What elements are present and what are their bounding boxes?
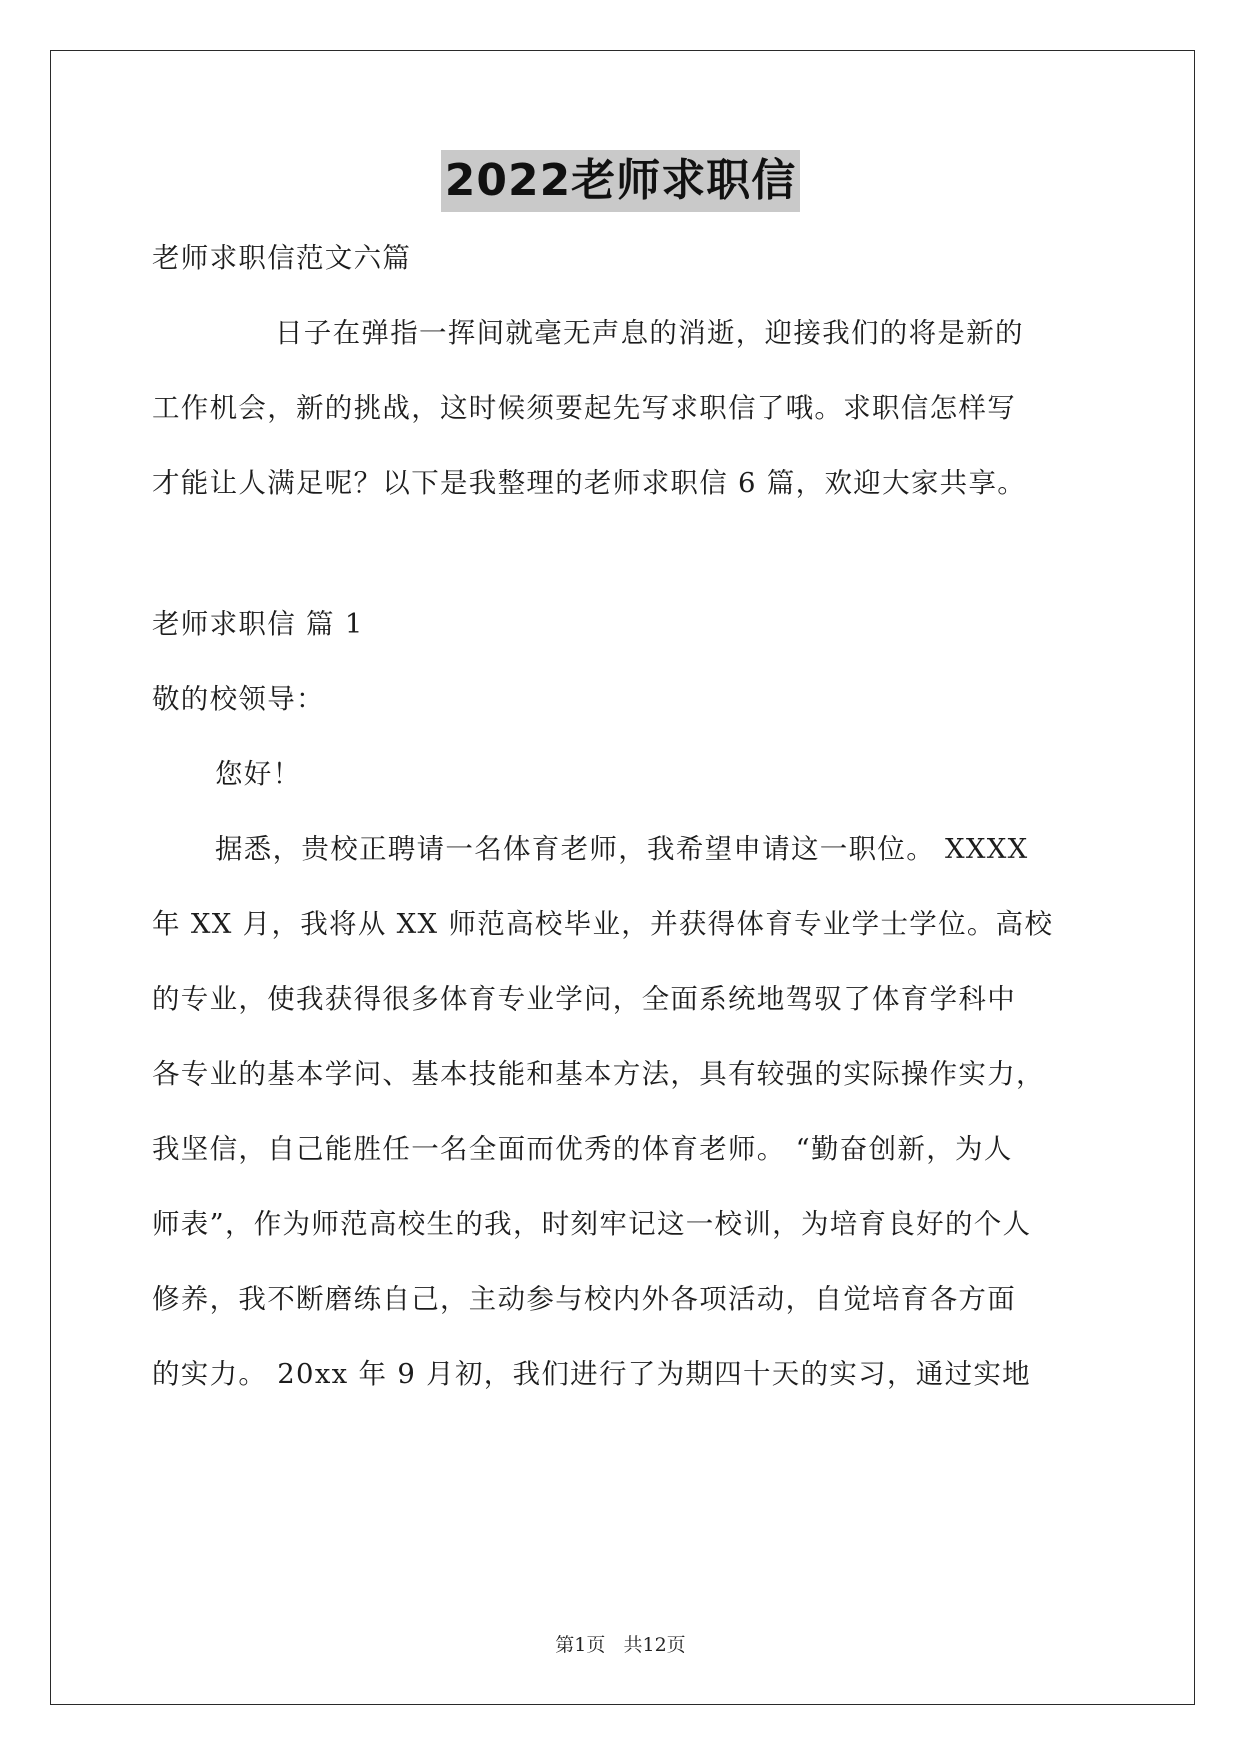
body-line: 据悉，贵校正聘请一名体育老师，我希望申请这一职位。 XXXX <box>215 833 1029 865</box>
subtitle-line: 老师求职信范文六篇 <box>152 242 412 274</box>
body-line: 年 XX 月，我将从 XX 师范高校毕业，并获得体育专业学士学位。高校 <box>152 908 1054 940</box>
body-line: 才能让人满足呢？以下是我整理的老师求职信 6 篇，欢迎大家共享。 <box>152 467 1027 499</box>
body-line: 师表”，作为师范高校生的我，时刻牢记这一校训，为培育良好的个人 <box>152 1208 1032 1240</box>
body-line: 我坚信，自己能胜任一名全面而优秀的体育老师。 “勤奋创新，为人 <box>152 1133 1013 1165</box>
body-line: 的专业，使我获得很多体育专业学问，全面系统地驾驭了体育学科中 <box>152 983 1016 1015</box>
body-line: 修养，我不断磨练自己，主动参与校内外各项活动，自觉培育各方面 <box>152 1283 1016 1315</box>
document-title: 2022老师求职信 <box>441 150 800 212</box>
page-number-footer: 第1页 共12页 <box>555 1634 686 1656</box>
page-border <box>50 50 1195 1705</box>
body-line: 工作机会，新的挑战，这时候须要起先写求职信了哦。求职信怎样写 <box>152 392 1016 424</box>
title-container <box>0 150 1241 212</box>
greeting-line: 您好！ <box>215 758 302 790</box>
body-line: 日子在弹指一挥间就毫无声息的消逝，迎接我们的将是新的 <box>275 317 1024 349</box>
salutation-line: 敬的校领导： <box>152 683 325 715</box>
section-heading: 老师求职信 篇 1 <box>152 608 364 640</box>
body-line: 各专业的基本学问、基本技能和基本方法，具有较强的实际操作实力， <box>152 1058 1045 1090</box>
body-line: 的实力。 20xx 年 9 月初，我们进行了为期四十天的实习，通过实地 <box>152 1358 1031 1390</box>
